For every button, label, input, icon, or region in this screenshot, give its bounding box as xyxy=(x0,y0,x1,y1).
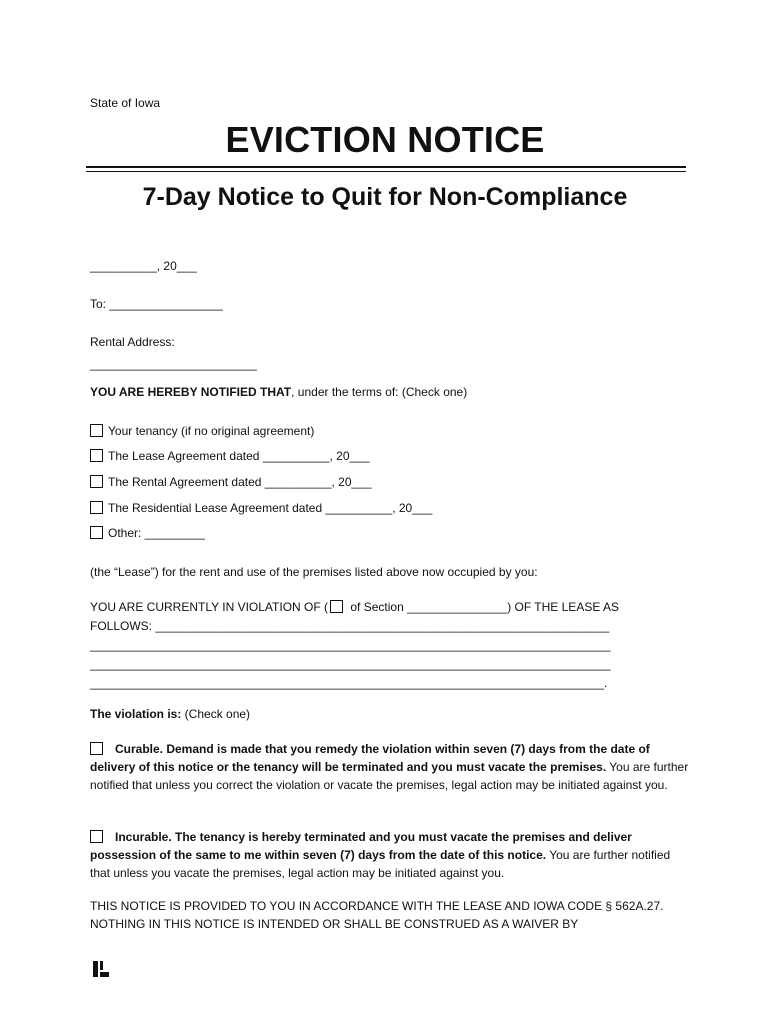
state-label: State of Iowa xyxy=(90,96,161,110)
follows-line: FOLLOWS: ____________________________________________________________________ xyxy=(90,619,610,633)
checkbox-icon[interactable] xyxy=(90,830,103,843)
title-rule-thin xyxy=(86,171,686,172)
rental-address-label: Rental Address: xyxy=(90,335,175,349)
option-label: Your tenancy (if no original agreement) xyxy=(108,424,315,438)
option-tenancy[interactable] xyxy=(90,422,314,440)
option-label: The Lease Agreement dated __________, 20___ xyxy=(108,449,370,463)
blank-line: _____________________________________________________________________________. xyxy=(90,676,608,690)
checkbox-icon[interactable] xyxy=(330,600,343,613)
violation-is-line xyxy=(90,705,250,723)
curable-bold: Curable. Demand is made that you remedy the violation within seven (7) days from the date of delivery of this notice or the tenancy will be terminated and you must vacate the premises. xyxy=(90,742,650,774)
notified-bold: YOU ARE HEREBY NOTIFIED THAT xyxy=(90,385,292,399)
incurable-option[interactable] xyxy=(90,828,690,882)
page-subtitle: 7-Day Notice to Quit for Non-Compliance xyxy=(142,183,628,211)
curable-option[interactable] xyxy=(90,740,690,794)
violation-suffix: of Section _______________) OF THE LEASE AS xyxy=(347,600,620,614)
option-rental-agreement[interactable] xyxy=(90,473,372,491)
incurable-rest: You are further notified that unless you vacate the premises, legal action may be initiated against you. xyxy=(90,848,671,880)
checkbox-icon[interactable] xyxy=(90,526,103,539)
violation-is-rest: (Check one) xyxy=(181,707,251,721)
notified-rest: , under the terms of: (Check one) xyxy=(291,385,468,399)
checkbox-icon[interactable] xyxy=(90,424,103,437)
violation-line xyxy=(90,598,619,616)
closing-paragraph: THIS NOTICE IS PROVIDED TO YOU IN ACCORDANCE WITH THE LEASE AND IOWA CODE § 562A.27. NOTHING IN THIS NOTICE IS INTENDED OR SHALL BE CONSTRUED AS A WAIVER BY xyxy=(90,899,664,931)
document-logo-icon xyxy=(92,960,110,978)
blank-line: ______________________________________________________________________________ xyxy=(90,657,611,671)
checkbox-icon[interactable] xyxy=(90,742,103,755)
violation-is-bold: The violation is: xyxy=(90,707,182,721)
page-title: EVICTION NOTICE xyxy=(225,119,545,160)
curable-rest: You are further notified that unless you correct the violation or vacate the premises, legal action may be initiated against you. xyxy=(90,760,689,792)
notified-line xyxy=(90,383,467,401)
rental-address-blank: _________________________ xyxy=(90,357,257,371)
to-line: To: _________________ xyxy=(90,297,223,311)
incurable-bold: Incurable. The tenancy is hereby terminated and you must vacate the premises and deliver possession of the same to me within seven (7) days from the date of this notice. xyxy=(90,830,632,862)
violation-prefix: YOU ARE CURRENTLY IN VIOLATION OF ( xyxy=(90,600,329,614)
blank-line: ______________________________________________________________________________ xyxy=(90,638,611,652)
option-lease-agreement[interactable] xyxy=(90,447,370,465)
title-rule-thick xyxy=(86,166,686,168)
checkbox-icon[interactable] xyxy=(90,501,103,514)
option-label: The Residential Lease Agreement dated __________, 20___ xyxy=(108,501,433,515)
checkbox-icon[interactable] xyxy=(90,449,103,462)
option-label: Other: _________ xyxy=(108,526,205,540)
date-line: __________, 20___ xyxy=(90,259,197,273)
option-other[interactable] xyxy=(90,524,205,542)
option-residential-lease[interactable] xyxy=(90,499,432,517)
option-label: The Rental Agreement dated __________, 20___ xyxy=(108,475,372,489)
lease-line: (the “Lease”) for the rent and use of the premises listed above now occupied by you: xyxy=(90,565,538,579)
checkbox-icon[interactable] xyxy=(90,475,103,488)
